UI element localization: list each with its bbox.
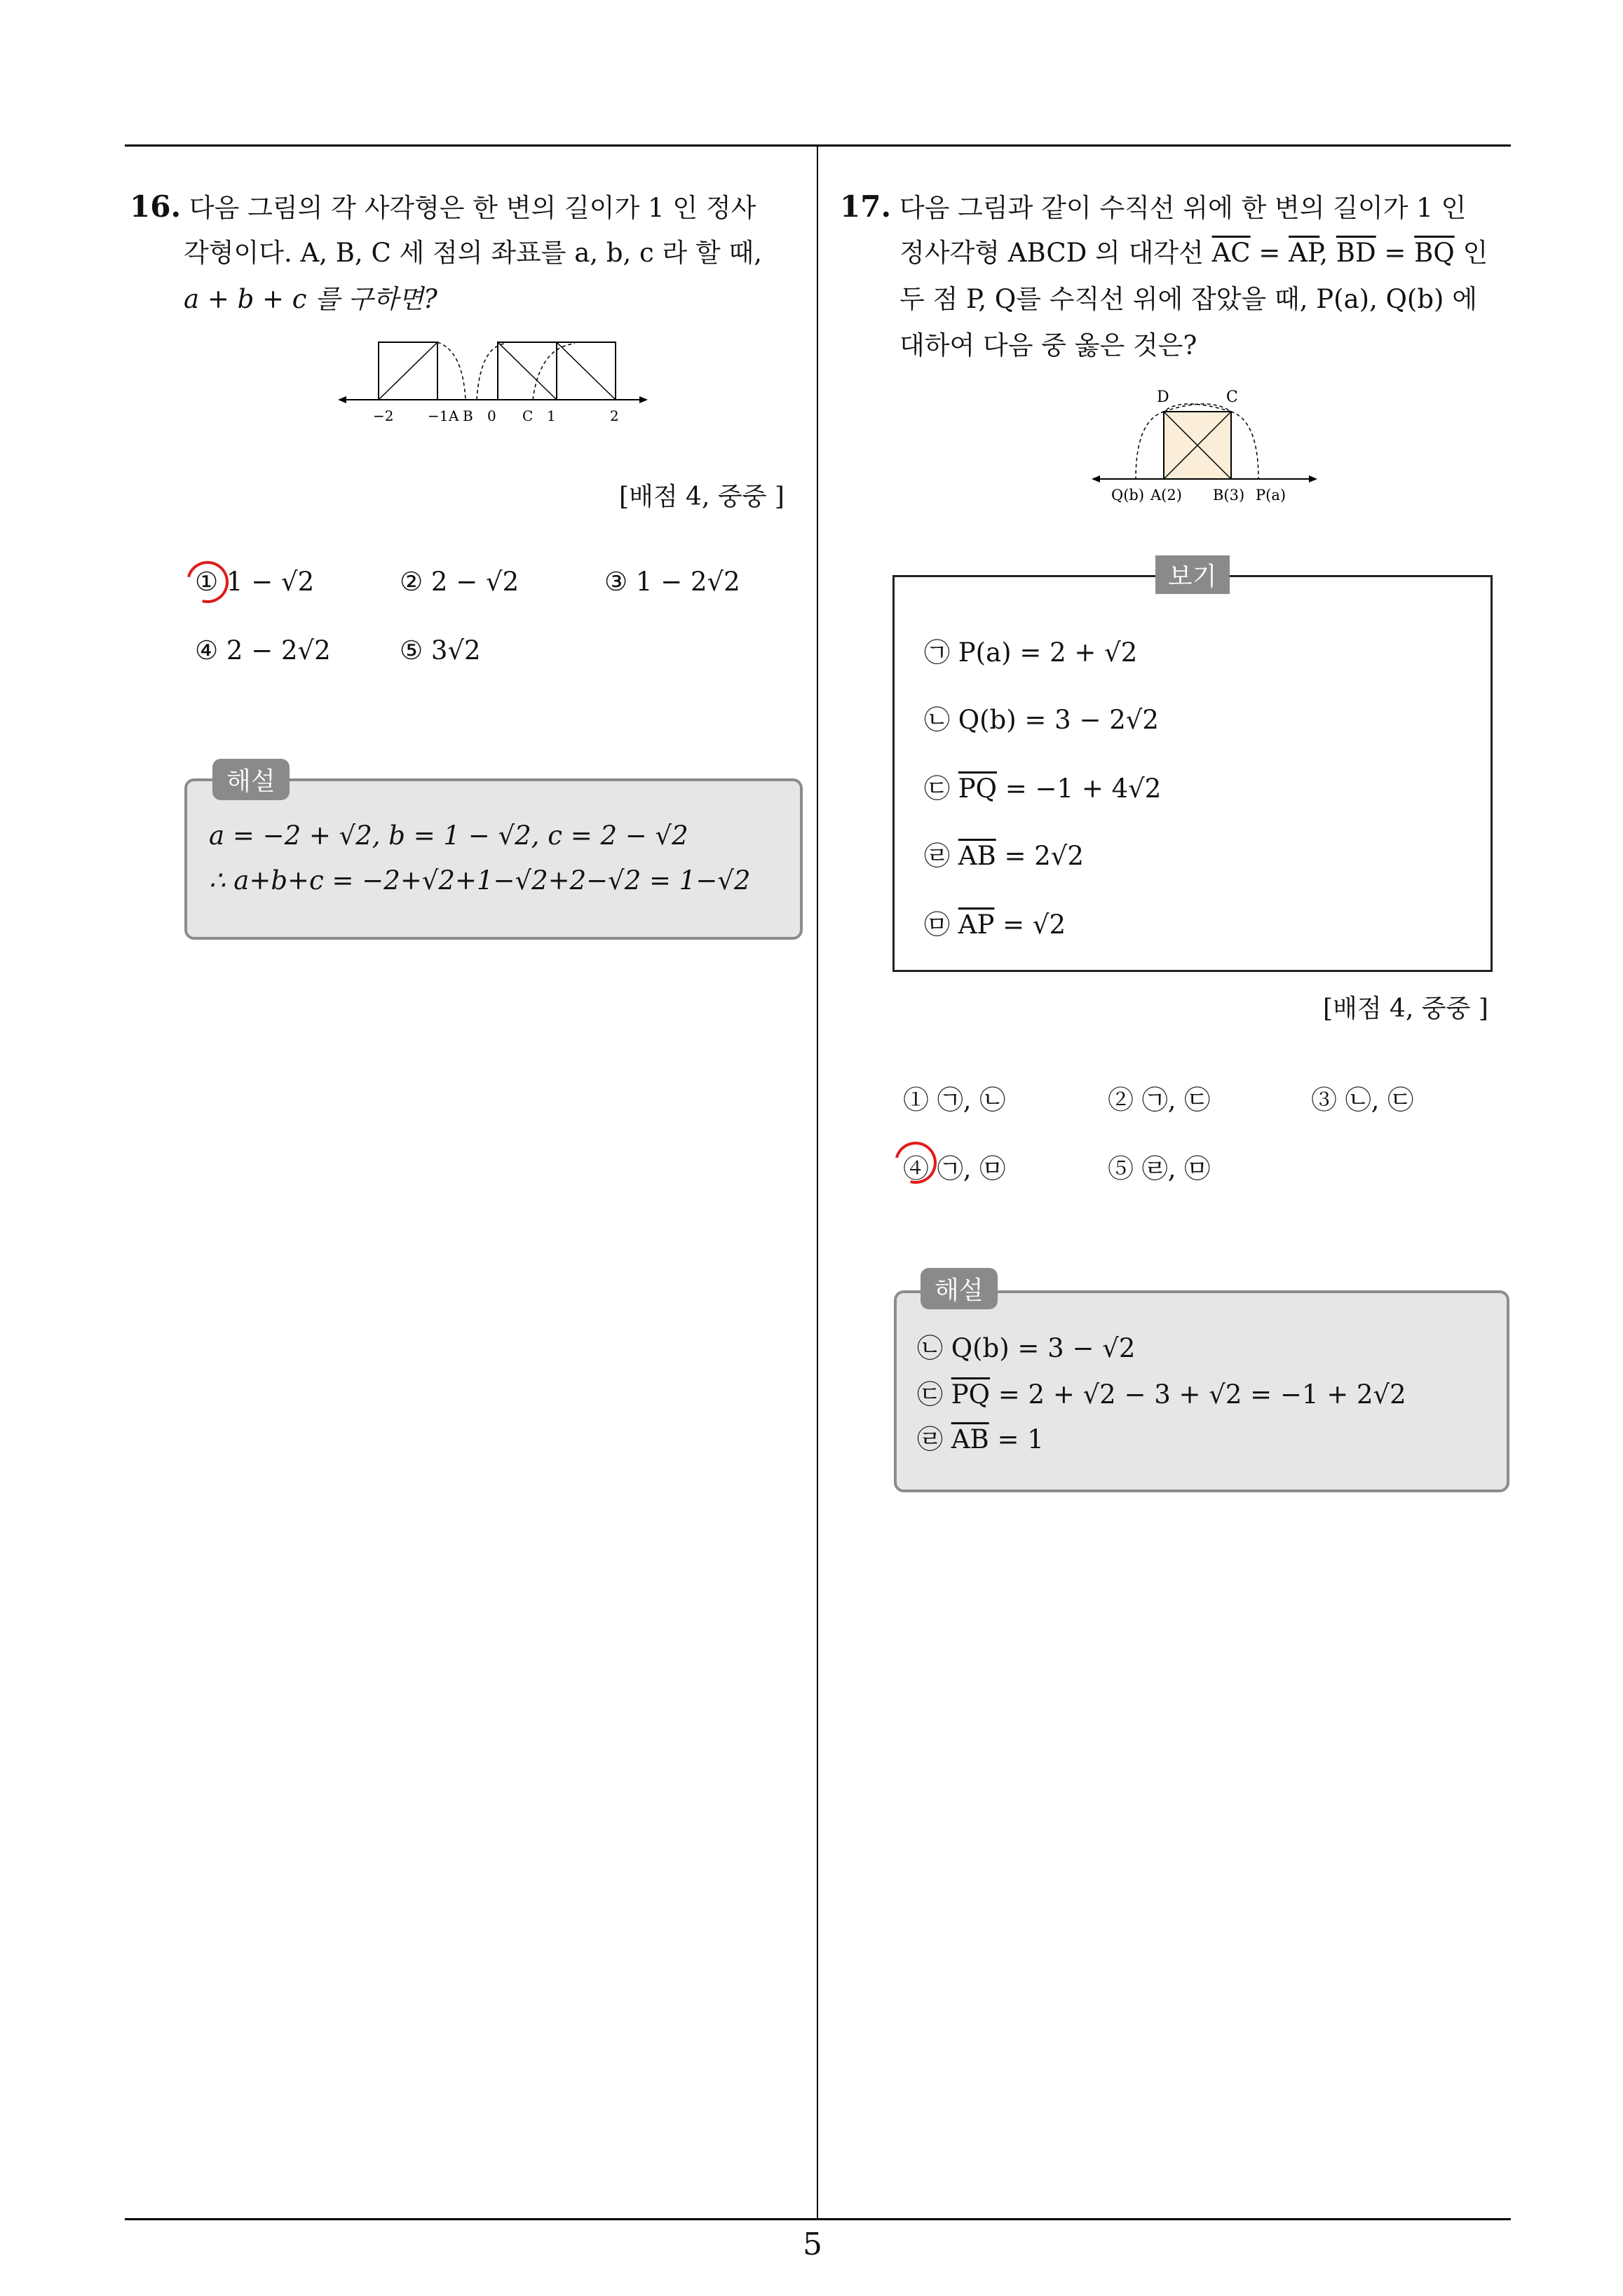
q16-solution-line2: ∴ a+b+c = −2+√2+1−√2+2−√2 = 1−√2	[209, 865, 751, 896]
q16-diag-1	[379, 342, 437, 400]
q16-solution-box	[184, 778, 803, 940]
q17-score: [배점 4, 중중 ]	[1323, 994, 1488, 1023]
q17-label-q: Q(b)	[1111, 487, 1145, 504]
q17-solution-line2: ㉢ $\overline{PQ} = 2 + √2 - 3 + √2 = -1 + 2√2$	[917, 1379, 1406, 1410]
q16-arc-1	[437, 342, 466, 400]
q17-choice-5[interactable]: ⑤ ㉣, ㉤	[1108, 1154, 1211, 1184]
q16-solution-line1: a = −2 + √2, b = 1 − √2, c = 2 − √2	[209, 821, 688, 851]
q16-choice-5[interactable]: ⑤ 3√2	[400, 635, 481, 666]
column-divider	[817, 144, 818, 2220]
q17-bogi-item: ㉣ $\overline{AB} = 2√2$	[924, 841, 1084, 871]
q17-bogi-item: ㉤ $\overline{AP} = √2$	[924, 910, 1066, 940]
q16-answer-mark	[179, 553, 236, 611]
q17-number: 17.	[840, 189, 892, 224]
eq-sign: =	[1250, 238, 1289, 268]
q17-line2	[899, 230, 1488, 276]
q17-line2-a: 정사각형 ABCD 의 대각선	[899, 238, 1212, 268]
q16-arc-2	[477, 344, 505, 400]
seg-ap: $\overline{AP}$	[1289, 238, 1320, 268]
q17-line3: 두 점 P, Q를 수직선 위에 잡았을 때, P(a), Q(b) 에	[899, 284, 1477, 314]
q16-tick-label: B	[463, 407, 473, 424]
q16-choice-1[interactable]: ① 1 − √2	[195, 567, 315, 597]
q17-solution-tag: 해설	[921, 1268, 998, 1309]
q16-figure	[337, 337, 652, 428]
q16-arrow-left	[338, 396, 346, 403]
q16-line3: a + b + c 를 구하면?	[184, 284, 437, 314]
q16-number: 16.	[130, 189, 182, 224]
seg-bq: $\overline{BQ}$	[1414, 238, 1455, 268]
q16-text	[130, 184, 803, 231]
q17-bogi-tag: 보기	[1155, 555, 1230, 594]
q16-tick-label: 1	[547, 407, 556, 424]
seg-ac: $\overline{AC}$	[1211, 238, 1251, 268]
q16-diag-2	[498, 342, 557, 400]
q17-bogi-item: ㉢ $\overline{PQ} = -1 + 4√2$	[924, 774, 1162, 804]
q16-choice-2[interactable]: ② 2 − √2	[400, 567, 520, 597]
eq-sign: =	[1376, 238, 1415, 268]
q17-label-a: A(2)	[1150, 487, 1182, 504]
q16-line2: 각형이다. A, B, C 세 점의 좌표를 a, b, c 라 할 때,	[184, 238, 763, 268]
page-number: 5	[803, 2227, 822, 2262]
q17-label-p: P(a)	[1256, 487, 1286, 504]
q16-tick-label: C	[522, 407, 534, 424]
q17-label-c: C	[1226, 389, 1238, 406]
q16-choice-4[interactable]: ④ 2 − 2√2	[195, 635, 331, 666]
q17-line4: 대하여 다음 중 옳은 것은?	[899, 330, 1197, 360]
q16-tick-label: 0	[487, 407, 496, 424]
seg-bd: $\overline{BD}$	[1336, 238, 1376, 268]
q16-score: [배점 4, 중중 ]	[619, 482, 785, 511]
q17-choice-1[interactable]: ① ㉠, ㉡	[903, 1085, 1006, 1115]
q17-line1: 다음 그림과 같이 수직선 위에 한 변의 길이가 1 인	[899, 193, 1467, 223]
q17-choice-4[interactable]: ④ ㉠, ㉤	[903, 1154, 1006, 1184]
q16-arrow-right	[639, 396, 648, 403]
q17-line2-b: 인	[1454, 238, 1488, 268]
q16-tick-label: −1	[428, 407, 449, 424]
q17-label-d: D	[1157, 389, 1169, 406]
q16-line1: 다음 그림의 각 사각형은 한 변의 길이가 1 인 정사	[189, 193, 756, 223]
q17-label-b: B(3)	[1213, 487, 1245, 504]
q17-choice-2[interactable]: ② ㉠, ㉢	[1108, 1085, 1211, 1115]
q17-bogi-item: ㉡ Q(b) = 3 − 2√2	[924, 705, 1159, 735]
q16-choice-3[interactable]: ③ 1 − 2√2	[604, 567, 740, 597]
q17-arrow-left	[1092, 475, 1100, 482]
q17-solution-line3: ㉣ $\overline{AB} = 1$	[917, 1424, 1044, 1454]
comma: ,	[1319, 238, 1336, 268]
q17-solution-line1: ㉡ Q(b) = 3 − √2	[917, 1333, 1136, 1363]
q17-text	[840, 184, 1513, 231]
q16-arc-3	[533, 344, 575, 400]
q17-figure	[1090, 382, 1322, 508]
q17-arrow-right	[1309, 475, 1317, 482]
q17-choice-3[interactable]: ③ ㉡, ㉢	[1311, 1085, 1414, 1115]
q16-tick-label: A	[449, 407, 459, 424]
bottom-rule	[125, 2218, 1511, 2220]
q16-tick-label: −2	[373, 407, 394, 424]
q16-tick-label: 2	[610, 407, 619, 424]
q17-bogi-item: ㉠ P(a) = 2 + √2	[924, 637, 1138, 668]
q16-solution-tag: 해설	[212, 759, 290, 800]
q16-diag-3	[557, 342, 616, 400]
